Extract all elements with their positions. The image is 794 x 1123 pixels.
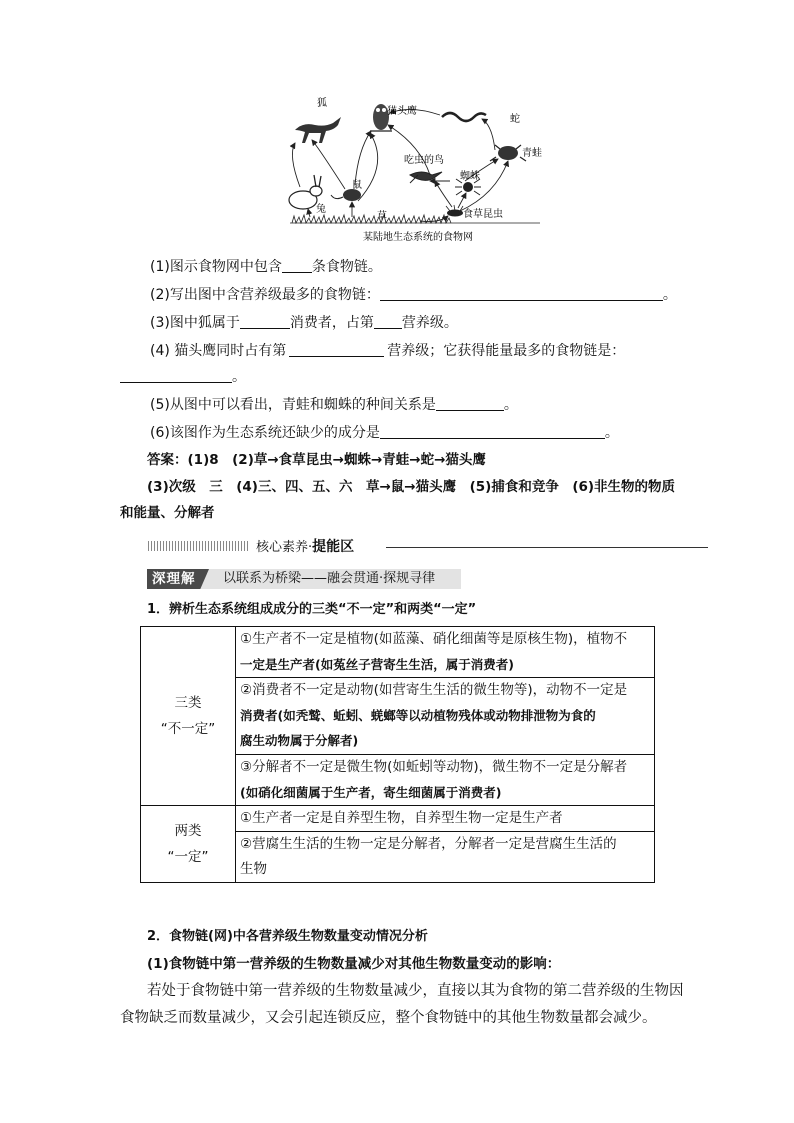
point1-title: 1．辨析生态系统组成成分的三类“不一定”和两类“一定” — [147, 602, 477, 617]
fox-label: 狐 — [317, 98, 327, 109]
spider-label: 蜘蛛 — [460, 171, 480, 182]
table-cell: ③分解者不一定是微生物(如蚯蚓等动物)，微生物不一定是分解者 (如硝化细菌属于生产者，寄生细菌属于消费者) — [236, 755, 655, 806]
point2-title: 2．食物链(网)中各营养级生物数量变动情况分析 — [147, 929, 428, 944]
point2-paragraph-line-2: 食物缺乏而数量减少，又会引起连锁反应，整个食物链中的其他生物数量都会减少。 — [120, 1010, 657, 1026]
frog-icon — [490, 145, 526, 161]
header-rule — [386, 547, 708, 548]
blank-q4b[interactable] — [120, 367, 232, 383]
table-row — [141, 627, 655, 678]
owl-label: 猫头鹰 — [387, 106, 417, 117]
table-cell: ①生产者一定是自养型生物，自养型生物一定是生产者 — [236, 806, 655, 832]
answer-line-2: (3)次级 三 (4)三、四、五、六 草→鼠→猫头鹰 (5)捕食和竞争 (6)非生物的物质 — [147, 479, 676, 495]
question-6: (6)该图作为生态系统还缺少的成分是 。 — [150, 425, 619, 441]
mouse-label: 鼠 — [352, 180, 362, 191]
blank-q1[interactable] — [282, 257, 312, 273]
rabbit-label: 兔 — [316, 204, 326, 215]
point2-subheading: (1)食物链中第一营养级的生物数量减少对其他生物数量变动的影响： — [147, 956, 561, 972]
fox-icon — [295, 117, 341, 143]
answer-line-3: 和能量、分解者 — [120, 505, 215, 521]
components-table — [140, 626, 655, 883]
table-cell: ②营腐生生活的生物一定是分解者，分解者一定是营腐生生活的 生物 — [236, 832, 655, 883]
grass-label: 草 — [377, 211, 387, 222]
blank-q5[interactable] — [436, 395, 504, 411]
header-hatch — [148, 541, 250, 551]
section-header — [148, 538, 708, 556]
blank-q2[interactable] — [380, 285, 663, 301]
subheader-text: 以联系为桥梁——融会贯通·探规寻律 — [223, 571, 436, 586]
bird-label: 吃虫的鸟 — [404, 155, 444, 166]
table-cell: ②消费者不一定是动物(如营寄生生活的微生物等)，动物不一定是 消费者(如秃鹫、蚯蚓、蜣螂等以动植物残体或动物排泄物为食的 腐生动物属于分解者) — [236, 678, 655, 755]
blank-q6[interactable] — [380, 423, 605, 439]
food-web-figure — [270, 95, 560, 245]
section-title: 核心素养·提能区 — [256, 539, 355, 555]
subheader-bar — [147, 569, 461, 589]
figure-caption: 某陆地生态系统的食物网 — [363, 232, 473, 243]
table-cell: ①生产者不一定是植物(如蓝藻、硝化细菌等是原核生物)，植物不 一定是生产者(如菟丝子营寄生生活，属于消费者) — [236, 627, 655, 678]
blank-q3b[interactable] — [374, 313, 402, 329]
question-5: (5)从图中可以看出，青蛙和蜘蛛的种间关系是 。 — [150, 397, 518, 413]
question-2: (2)写出图中含营养级最多的食物链： 。 — [150, 287, 677, 303]
question-4-cont: 。 — [120, 367, 246, 387]
blank-q4a[interactable] — [289, 341, 384, 357]
answer-line-1: 答案：(1)8 (2)草→食草昆虫→蜘蛛→青蛙→蛇→猫头鹰 — [147, 452, 486, 468]
two-necessarily-cell: 两类 “一定” — [141, 806, 236, 883]
frog-label: 青蛙 — [522, 148, 542, 159]
subheader-tag-label: 深理解 — [152, 571, 196, 587]
snake-label: 蛇 — [510, 114, 520, 125]
question-4: (4) 猫头鹰同时占有第 营养级；它获得能量最多的食物链是： — [150, 343, 626, 359]
snake-icon — [442, 113, 486, 121]
table-row — [141, 806, 655, 832]
blank-q3a[interactable] — [240, 313, 290, 329]
insect-label: 食草昆虫 — [463, 209, 503, 220]
question-3: (3)图中狐属于 消费者，占第 营养级。 — [150, 315, 458, 331]
point2-paragraph-line-1: 若处于食物链中第一营养级的生物数量减少，直接以其为食物的第二营养级的生物因 — [147, 983, 684, 999]
three-not-necessarily-cell: 三类 “不一定” — [141, 627, 236, 806]
question-1: (1)图示食物网中包含 条食物链。 — [150, 259, 382, 275]
